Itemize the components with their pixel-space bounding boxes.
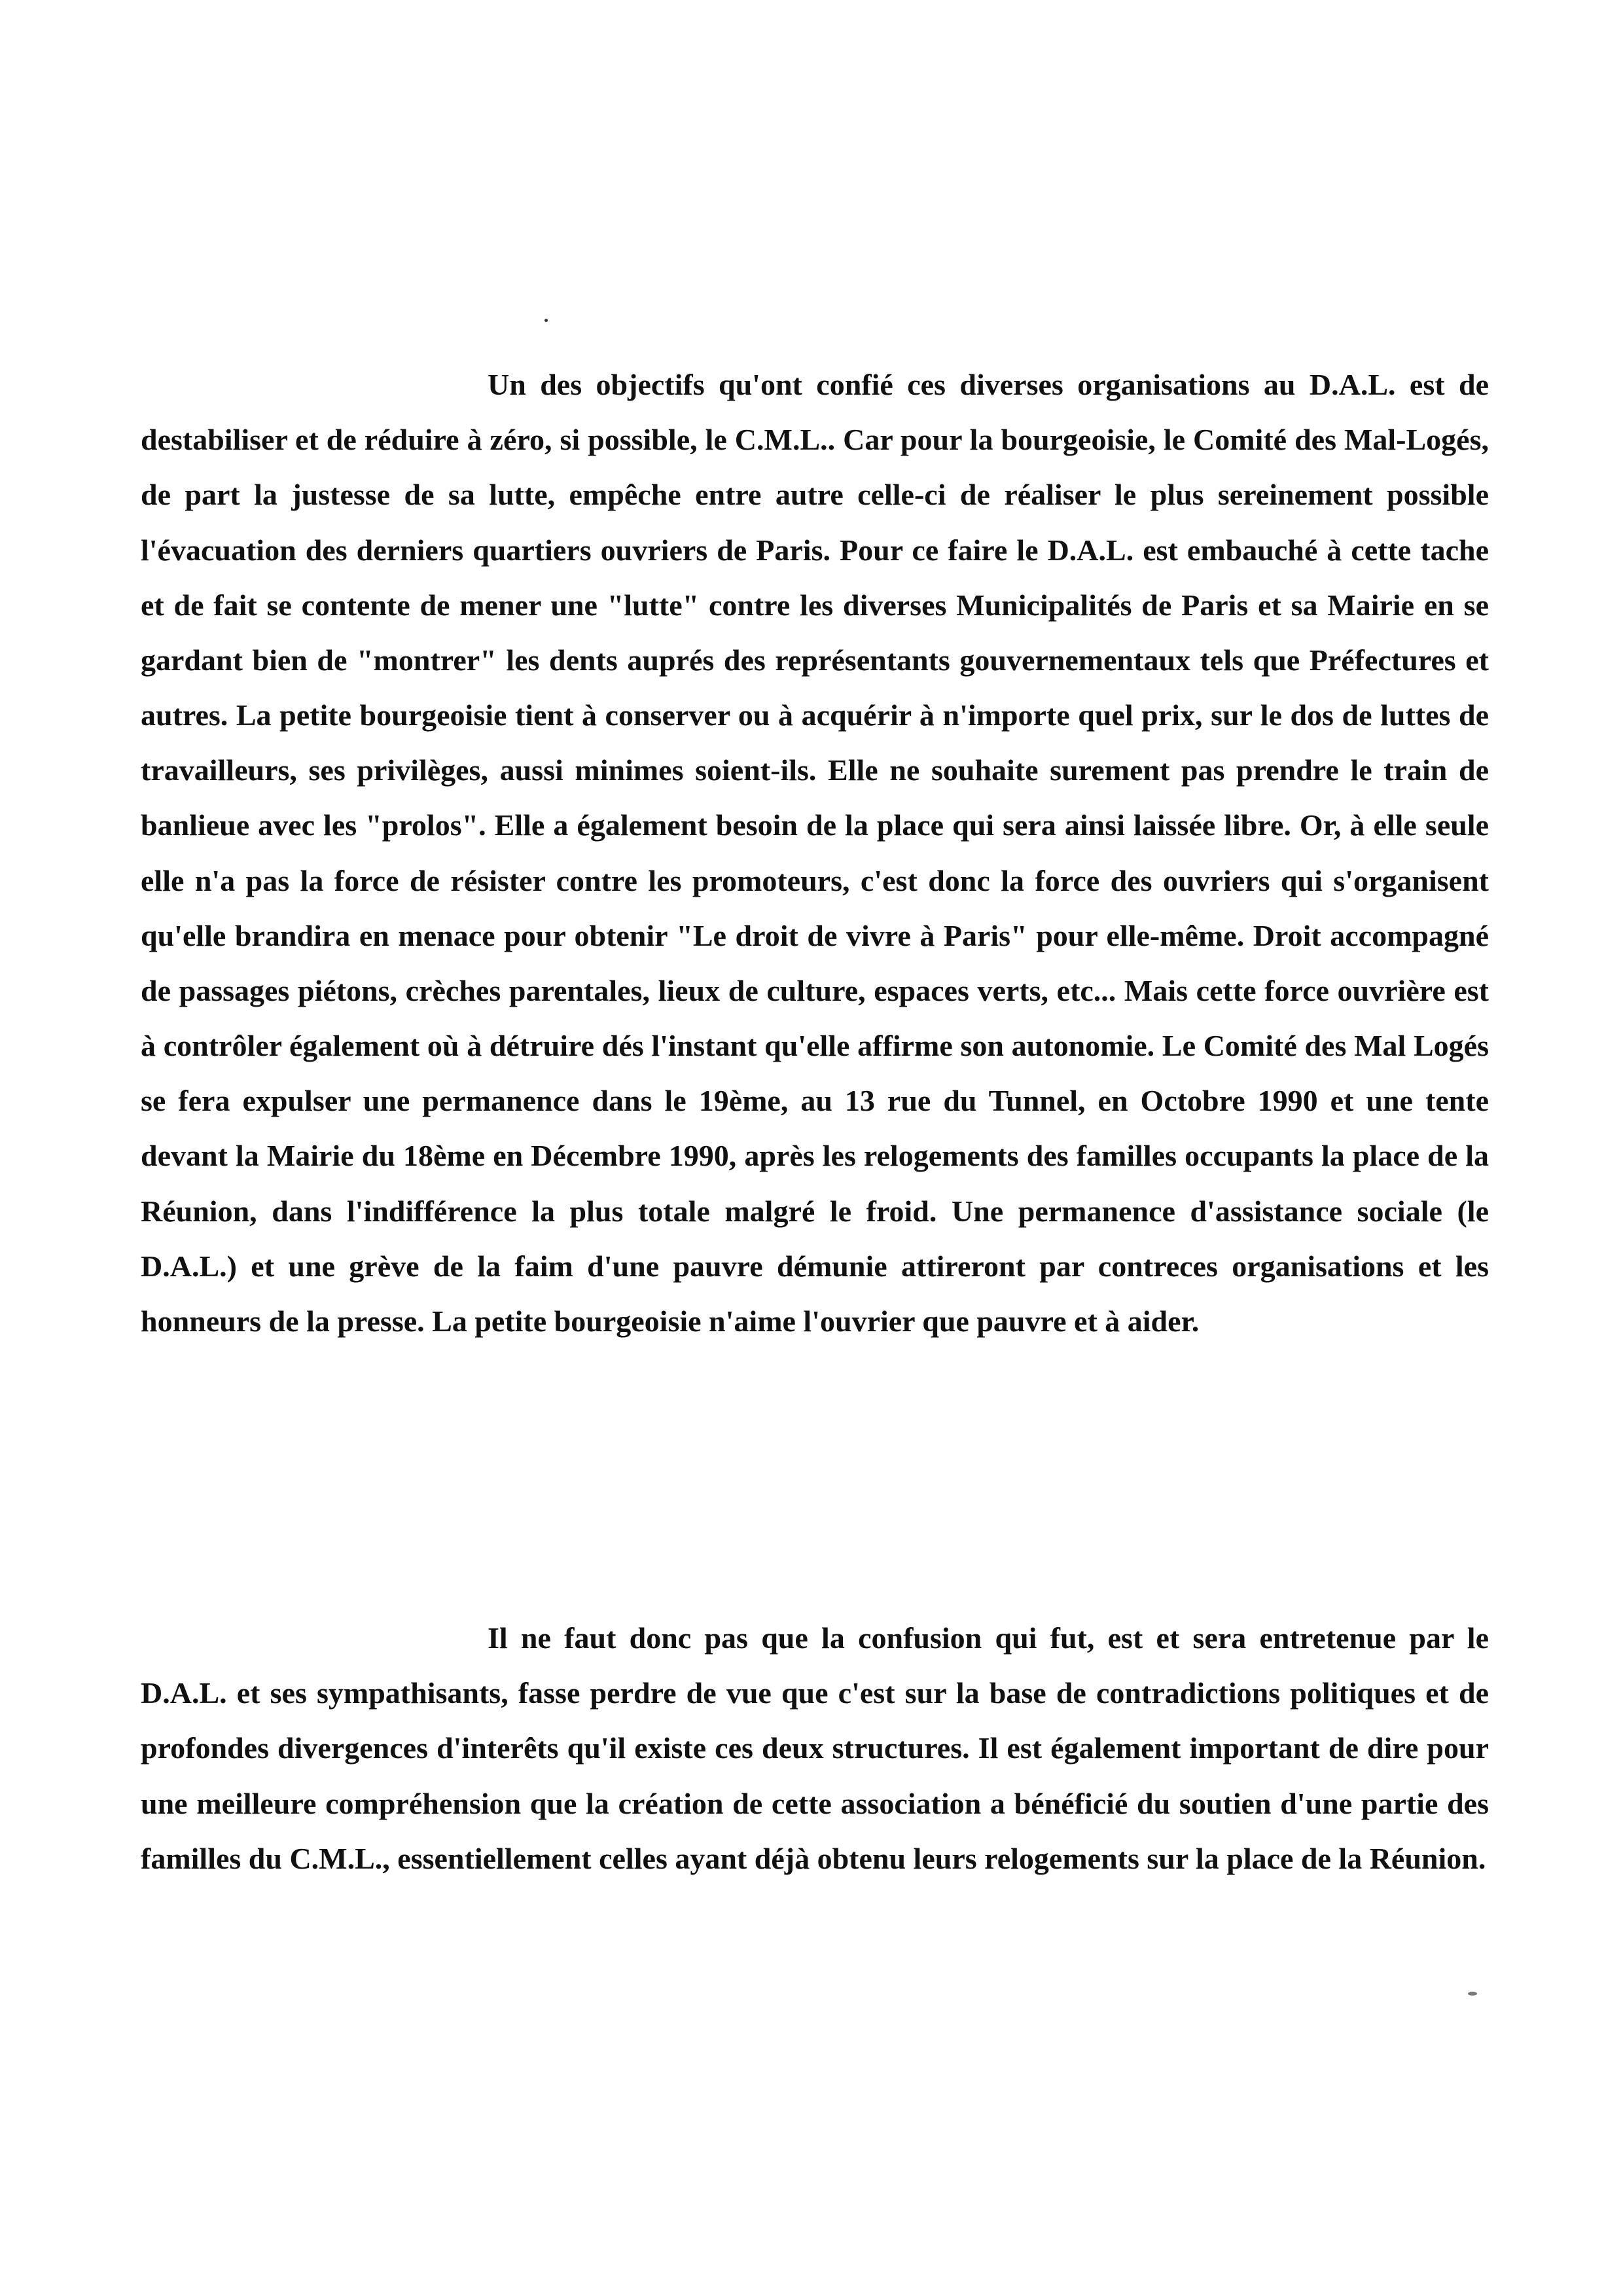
paragraph-2-text: Il ne faut donc pas que la confusion qui fut, est et sera entretenue par le D.A.L. et ses sympathisants, fasse perdre de vue que c'est sur la base de contradictions politiques et de profondes divergences d'interêts qu'il existe ces deux structures. Il est également important de dire pour une meilleure compréhension que la création de cette association a bénéficié du soutien d'une partie des familles du C.M.L., essentiellement celles ayant déjà obtenu leurs relogements sur la place de la Réunion. <box>141 1621 1489 1875</box>
paragraph-1-text: Un des objectifs qu'ont confié ces diverses organisations au D.A.L. est de destabiliser et de réduire à zéro, si possible, le C.M.L.. Car pour la bourgeoisie, le Comité des Mal-Logés, de part la justesse de sa lutte, empêche entre autre celle-ci de réaliser le plus sereinement possible l'évacuation des derniers quartiers ouvriers de Paris. Pour ce faire le D.A.L. est embauché à cette tache et de fait se contente de mener une "lutte" contre les diverses Municipalités de Paris et sa Mairie en se gardant bien de "montrer" les dents auprés des représentants gouvernementaux tels que Préfectures et autres. La petite bourgeoisie tient à conserver ou à acquérir à n'importe quel prix, sur le dos de luttes de travailleurs, ses privilèges, aussi minimes soient-ils. Elle ne souhaite surement pas prendre le train de banlieue avec les "prolos". Elle a également besoin de la place qui sera ainsi laissée libre. Or, à elle seule elle n'a pas la force de résister contre les promoteurs, c'est donc la force des ouvriers qui s'organisent qu'elle brandira en menace pour obtenir "Le droit de vivre à Paris" pour elle-même. Droit accompagné de passages piétons, crèches parentales, lieux de culture, espaces verts, etc... Mais cette force ouvrière est à contrôler également où à détruire dés l'instant qu'elle affirme son autonomie. Le Comité des Mal Logés se fera expulser une permanence dans le 19ème, au 13 rue du Tunnel, en Octobre 1990 et une tente devant la Mairie du 18ème en Décembre 1990, après les relogements des familles occupants la place de la Réunion, dans l'indifférence la plus totale malgré le froid. Une permanence d'assistance sociale (le D.A.L.) et une grève de la faim d'une pauvre démunie attireront par contreces organisations et les honneurs de la presse. La petite bourgeoisie n'aime l'ouvrier que pauvre et à aider. <box>141 368 1489 1338</box>
scan-speck <box>544 319 548 322</box>
paragraph-1 <box>141 357 1489 1349</box>
scan-speck <box>1468 1992 1477 1996</box>
paragraph-2 <box>141 1611 1489 1886</box>
